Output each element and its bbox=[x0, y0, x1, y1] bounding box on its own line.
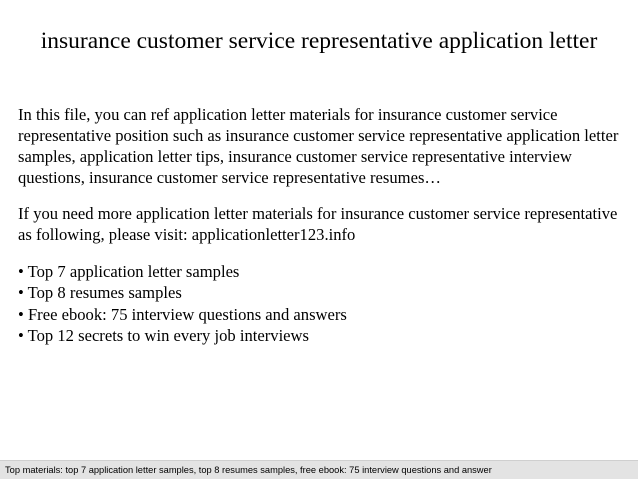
footer-text: Top materials: top 7 application letter samples, top 8 resumes samples, free ebook: 75 interview questions and answer bbox=[5, 465, 492, 475]
list-item: • Top 7 application letter samples bbox=[18, 262, 240, 281]
list-item: • Top 12 secrets to win every job interviews bbox=[18, 325, 309, 345]
page-title: insurance customer service representative application letter bbox=[40, 28, 598, 54]
visit-paragraph: If you need more application letter materials for insurance customer service representative as following, please visit: applicationletter123.info bbox=[18, 204, 618, 244]
list-item: • Top 8 resumes samples bbox=[18, 283, 182, 303]
materials-list bbox=[18, 261, 628, 346]
footer-bar bbox=[0, 460, 638, 479]
intro-paragraph: In this file, you can ref application letter materials for insurance customer service representative position such as insurance customer service representative application letter samples, application letter tips, insurance customer service representative interview questions, insurance customer service representative resumes… bbox=[18, 105, 619, 187]
list-item: • Free ebook: 75 interview questions and answers bbox=[18, 304, 347, 324]
